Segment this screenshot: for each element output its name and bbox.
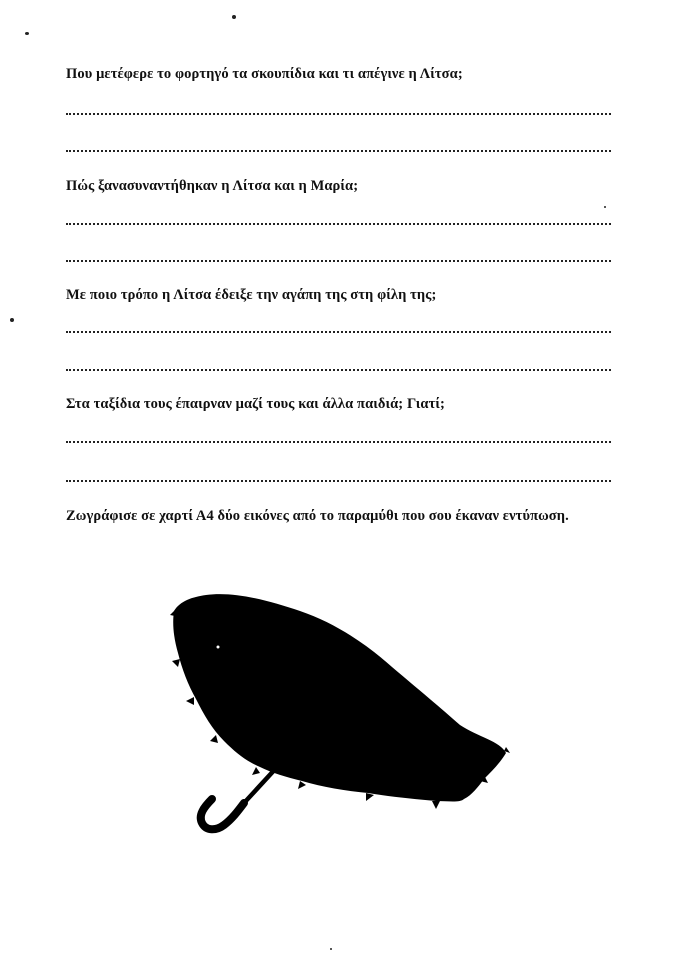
answer-line[interactable] (66, 480, 611, 482)
umbrella-handle (201, 799, 244, 829)
answer-line[interactable] (66, 113, 611, 115)
question-4: Στα ταξίδια τους έπαιρναν μαζί τους και άλλα παιδιά; Γιατί; (66, 396, 445, 412)
answer-line[interactable] (66, 150, 611, 152)
scan-speck (25, 32, 29, 35)
question-2: Πώς ξανασυναντήθηκαν η Λίτσα και η Μαρία; (66, 178, 359, 194)
scan-speck (330, 948, 332, 950)
answer-line[interactable] (66, 260, 611, 262)
answer-line[interactable] (66, 223, 611, 225)
scan-speck (10, 318, 14, 322)
answer-line[interactable] (66, 369, 611, 371)
answer-line[interactable] (66, 331, 611, 333)
question-3: Με ποιο τρόπο η Λίτσα έδειξε την αγάπη της στη φίλη της; (66, 287, 437, 303)
scan-speck (604, 206, 606, 208)
answer-line[interactable] (66, 441, 611, 443)
drawing-instruction: Ζωγράφισε σε χαρτί Α4 δύο εικόνες από το παραμύθι που σου έκαναν εντύπωση. (66, 508, 569, 524)
umbrella-icon (160, 585, 510, 840)
umbrella-canopy (170, 594, 510, 809)
scan-speck (232, 15, 236, 19)
question-1: Που μετέφερε το φορτηγό τα σκουπίδια και τι απέγινε η Λίτσα; (66, 66, 463, 82)
